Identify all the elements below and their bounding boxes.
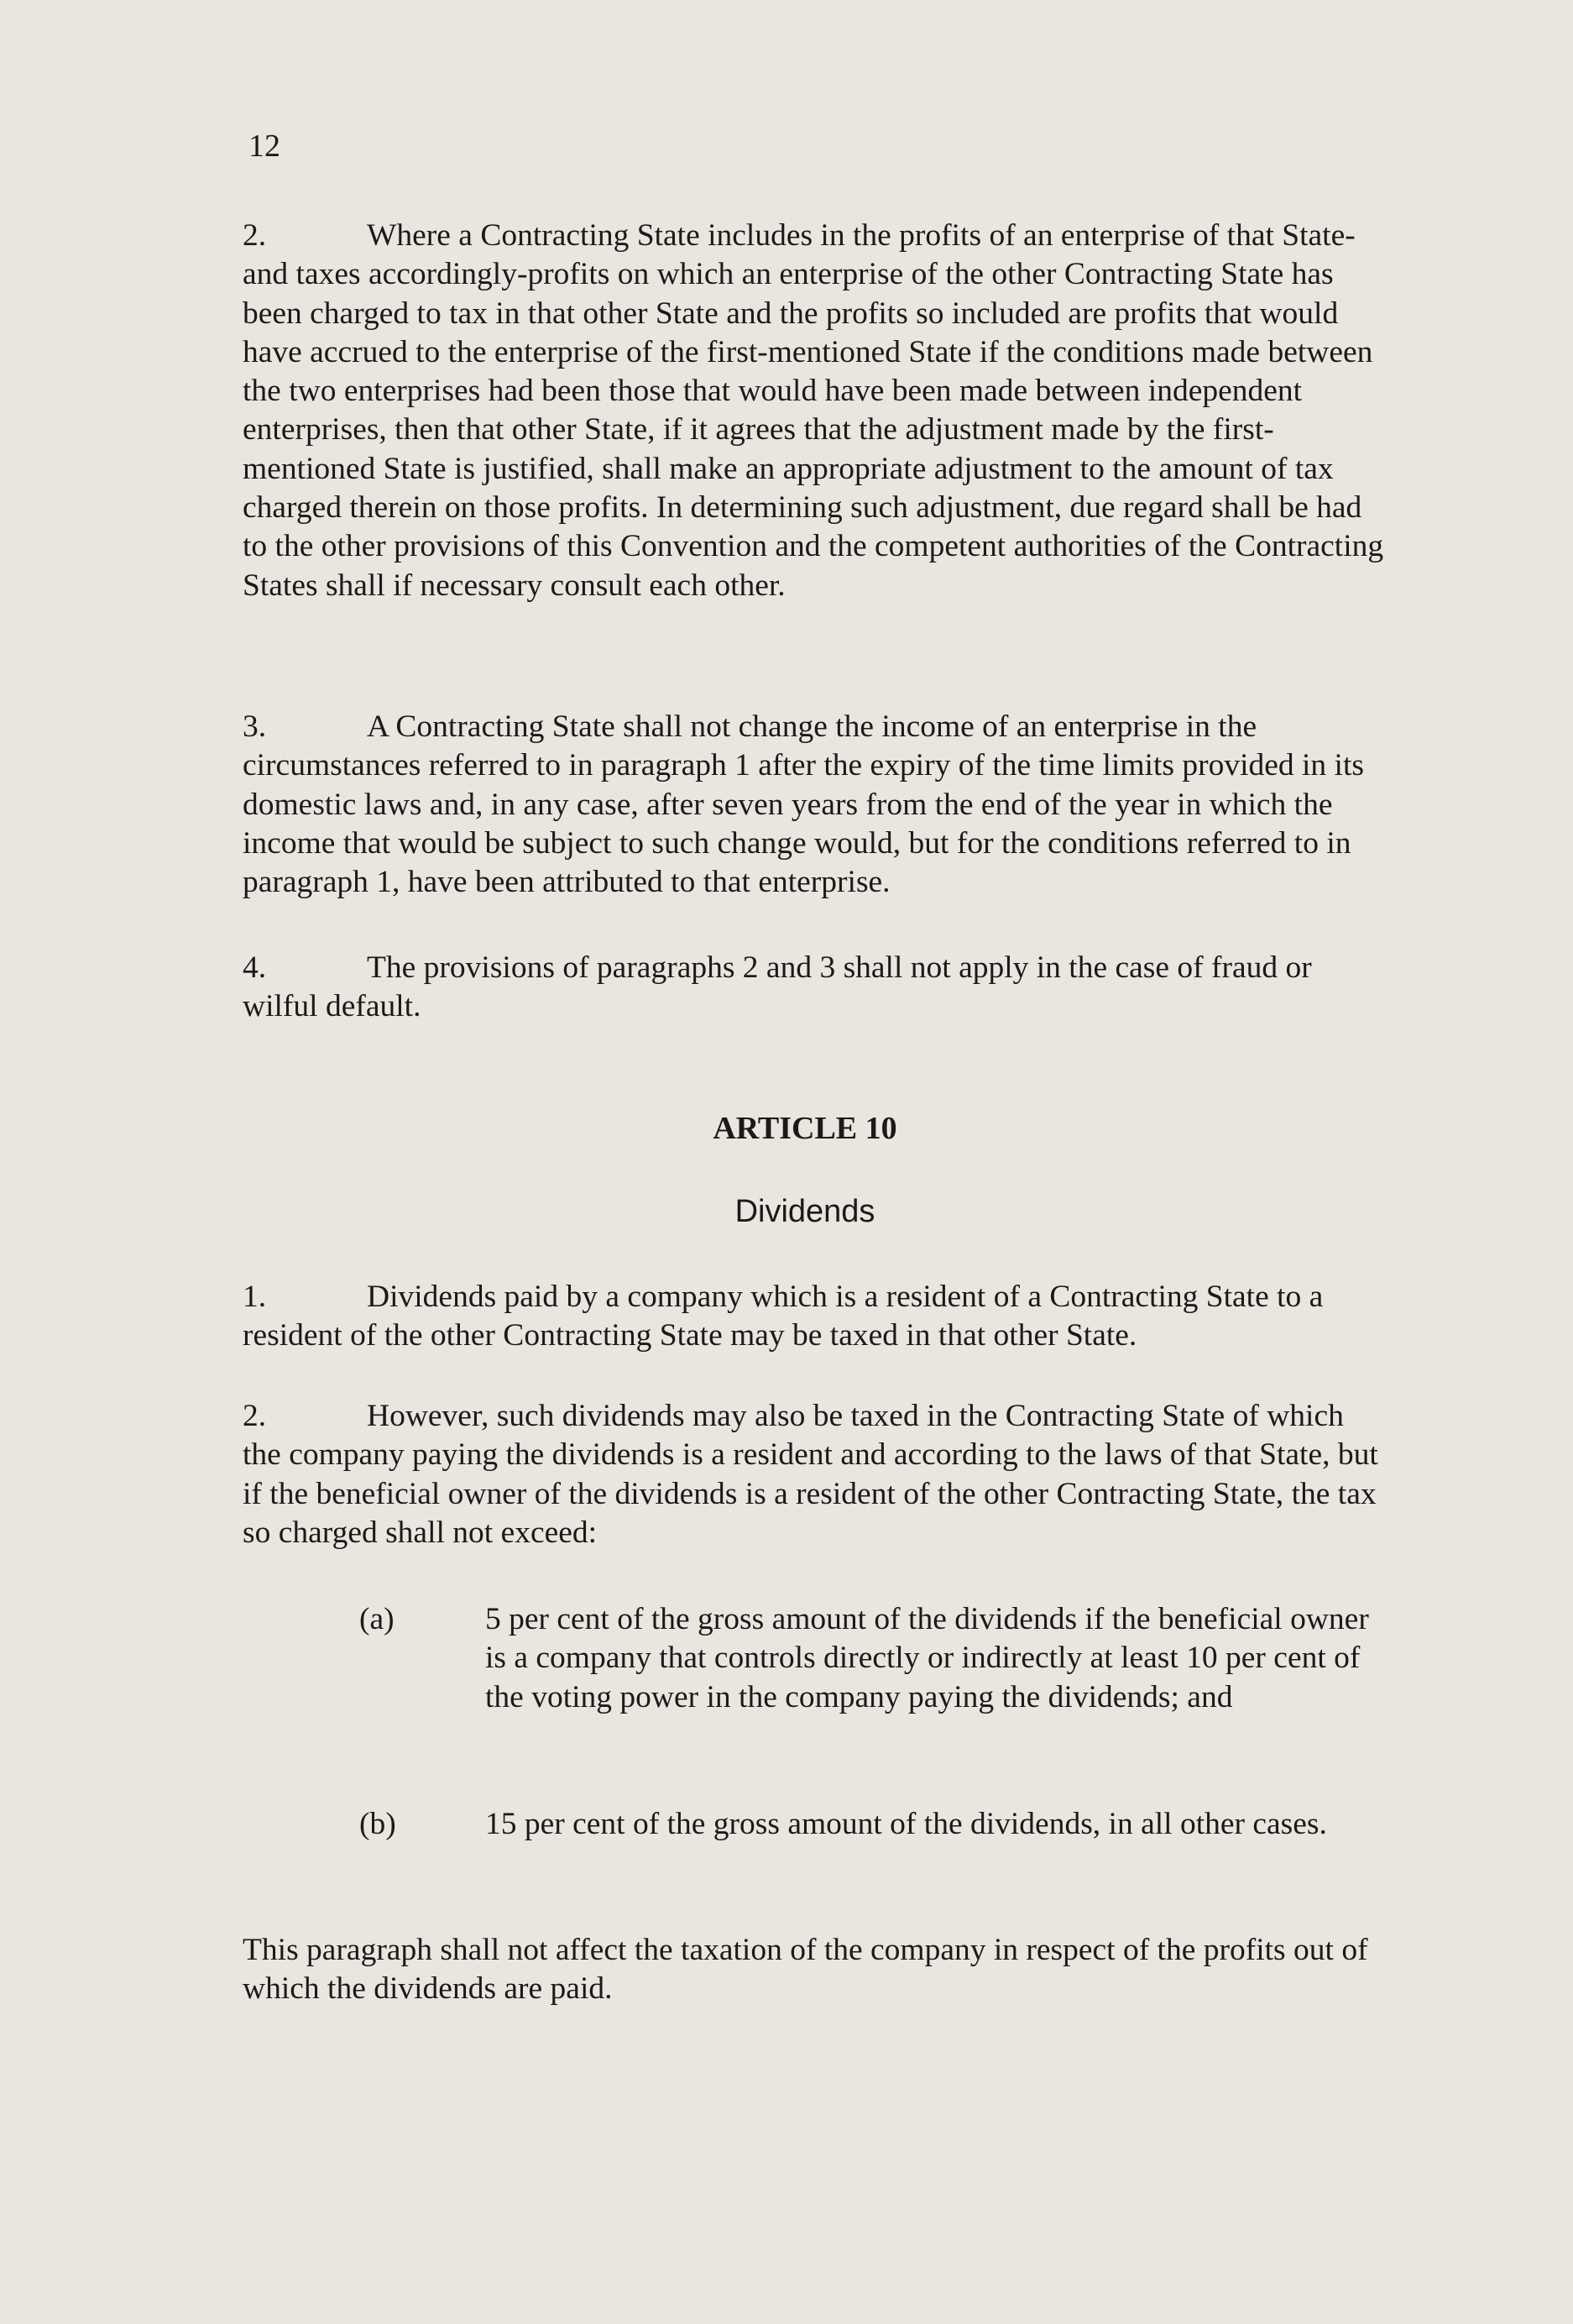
paragraph-text: The provisions of paragraphs 2 and 3 shall not apply in the case of fraud or wilful default. [243, 950, 1312, 1024]
article10-paragraph-2 [243, 1397, 1384, 1552]
subparagraph-label: (a) [359, 1602, 395, 1636]
article-heading: ARTICLE 10 [713, 1111, 897, 1146]
closing-paragraph [243, 1931, 1384, 2009]
subparagraph-text: 15 per cent of the gross amount of the dividends, in all other cases. [485, 1807, 1327, 1841]
page-number: 12 [248, 128, 280, 164]
subparagraph-label: (b) [359, 1807, 396, 1841]
paragraph-text: A Contracting State shall not change the income of an enterprise in the circumstances referred to in paragraph 1 after the expiry of the time limits provided in its domestic laws and, in any case, after seven years from the end of the year in which the income that would be subject to such change would, but for the conditions referred to in paragraph 1, have been attributed to that enterprise. [243, 709, 1364, 900]
paragraph-text: However, such dividends may also be taxed in the Contracting State of which the company paying the dividends is a resident and according to the laws of that State, but if the beneficial owner of the dividends is a resident of the other Contracting State, the tax so charged shall not exceed: [243, 1399, 1378, 1550]
paragraph-text: Dividends paid by a company which is a resident of a Contracting State to a resident of the other Contracting State may be taxed in that other State. [243, 1280, 1324, 1353]
paragraph-number: 4. [243, 950, 267, 985]
paragraph-number: 3. [243, 709, 267, 744]
article9-paragraph-4 [243, 949, 1384, 1027]
article9-paragraph-3 [243, 708, 1384, 902]
article9-paragraph-2 [243, 217, 1384, 605]
article-title: Dividends [734, 1194, 875, 1229]
paragraph-text: This paragraph shall not affect the taxation of the company in respect of the profits out of which the dividends are paid. [243, 1933, 1368, 2007]
article10-paragraph-1 [243, 1278, 1384, 1356]
subparagraph-text: 5 per cent of the gross amount of the dividends if the beneficial owner is a company that controls directly or indirectly at least 10 per cent of the voting power in the company paying the dividends; and [485, 1602, 1369, 1714]
paragraph-text: Where a Contracting State includes in the profits of an enterprise of that State-and taxes accordingly-profits on which an enterprise of the other Contracting State has been charged to tax in that other State and the profits so included are profits that would have accrued to the enterprise of the first-mentioned State if the conditions made between the two enterprises had been those that would have been made between independent enterprises, then that other State, if it agrees that the adjustment made by the first-mentioned State is justified, shall make an appropriate adjustment to the amount of tax charged therein on those profits. In determining such adjustment, due regard shall be had to the other provisions of this Convention and the competent authorities of the Contracting States shall if necessary consult each other. [243, 218, 1384, 603]
paragraph-number: 1. [243, 1280, 267, 1314]
paragraph-number: 2. [243, 1399, 267, 1433]
subparagraph-a [359, 1600, 1392, 1717]
subparagraph-b [359, 1805, 1392, 1844]
paragraph-number: 2. [243, 218, 267, 253]
